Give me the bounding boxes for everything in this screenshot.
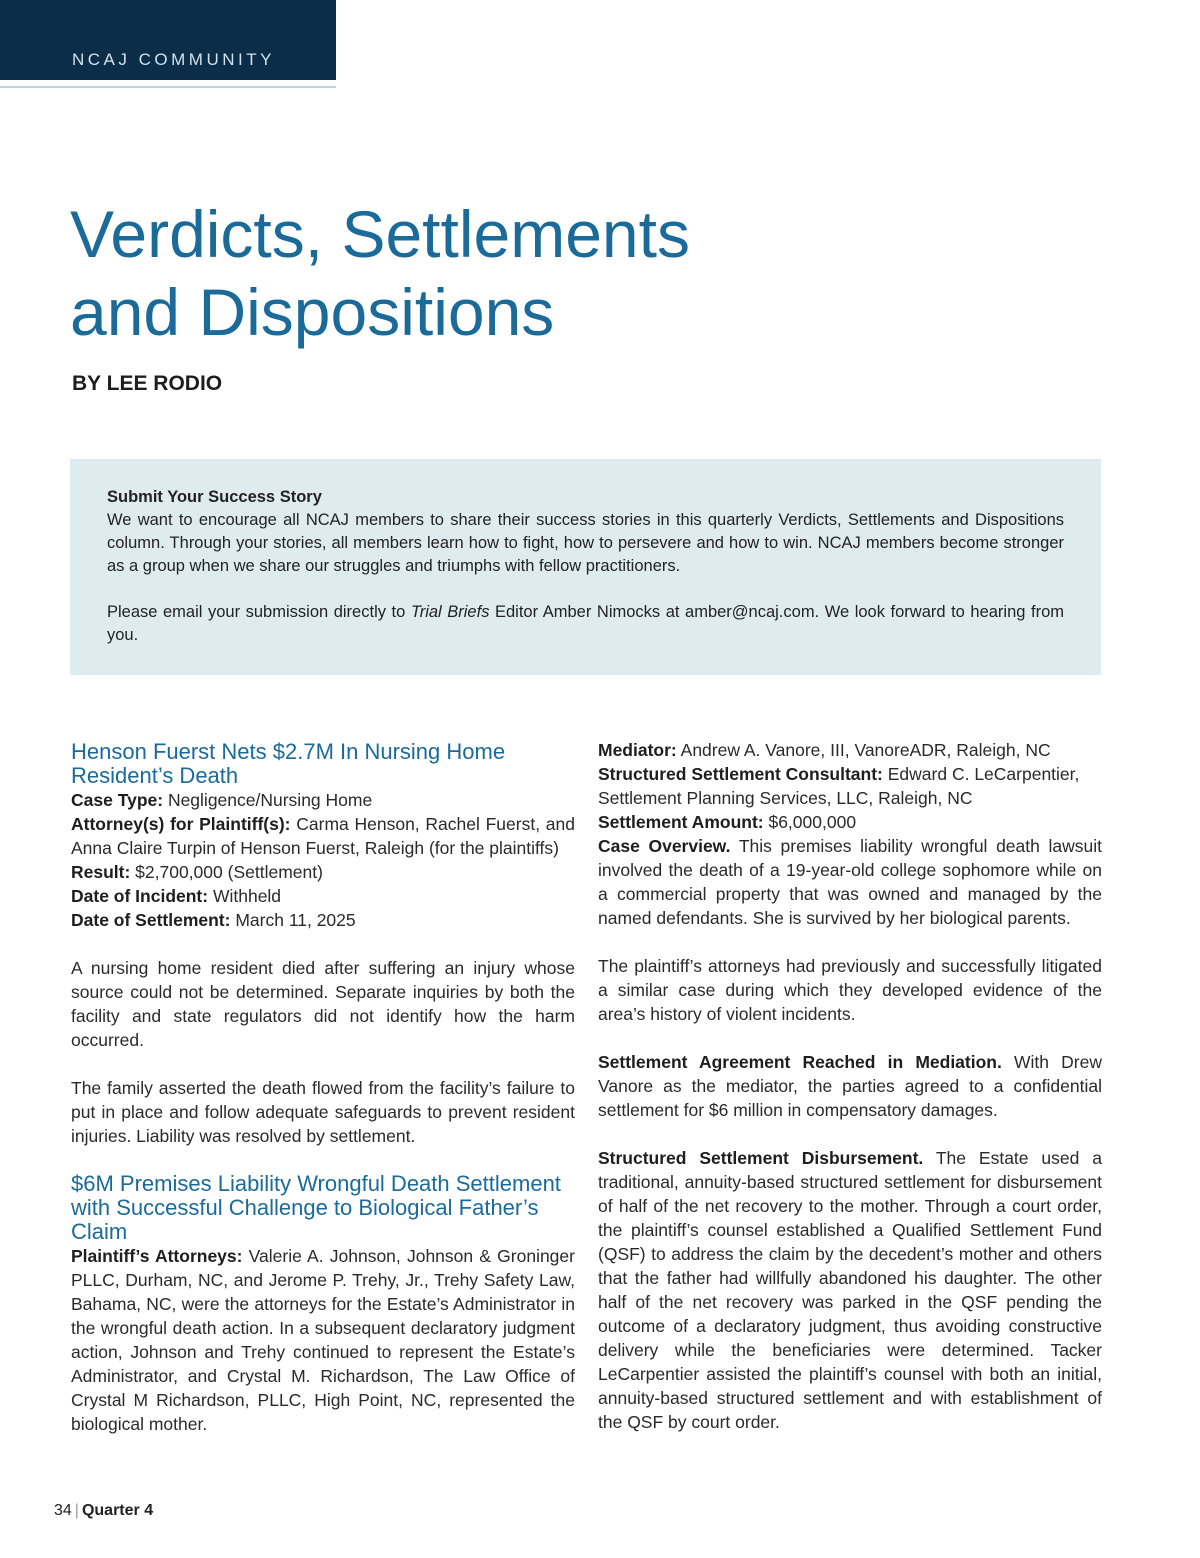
case1-settlement-date: Date of Settlement: March 11, 2025 xyxy=(71,910,356,930)
page-footer xyxy=(54,1502,153,1520)
case1-paragraph-2: The family asserted the death flowed from the facility’s failure to put in place and follow adequate safeguards to prevent resident injuries. Liability was resolved by settlement. xyxy=(71,1078,575,1146)
case1-paragraph-1: A nursing home resident died after suffering an injury whose source could not be determined. Separate inquiries by both the facility and state regulators did not identify how the harm occurred. xyxy=(71,958,575,1050)
callout-email-post: Editor Amber Nimocks at amber@ncaj.com. We look forward to hearing from you. xyxy=(107,603,1065,644)
publication-name: Trial Briefs xyxy=(410,603,490,621)
left-column xyxy=(71,738,575,1436)
case2-history: The plaintiff’s attorneys had previously and successfully litigated a similar case during which they developed evidence of the area’s history of violent incidents. xyxy=(598,956,1102,1024)
tab-divider xyxy=(0,86,336,88)
case2-overview: Case Overview. This premises liability wrongful death lawsuit involved the death of a 19-year-old college sophomore while on a commercial property that was owned and managed by the named defendants. She is survived by her biological parents. xyxy=(598,836,1102,928)
case2-mediation: Settlement Agreement Reached in Mediation. With Drew Vanore as the mediator, the parties agreed to a confidential settlement for $6 million in compensatory damages. xyxy=(598,1052,1102,1120)
case1-heading: Henson Fuerst Nets $2.7M In Nursing Home Resident’s Death xyxy=(71,739,506,788)
case2-mediator: Mediator: Andrew A. Vanore, III, VanoreADR, Raleigh, NC xyxy=(598,740,1051,760)
case2-heading: $6M Premises Liability Wrongful Death Settlement with Successful Challenge to Biological Father’s Claim xyxy=(71,1171,561,1244)
title-line-1: Verdicts, Settlements xyxy=(70,197,690,271)
case2-attorneys: Plaintiff’s Attorneys: Valerie A. Johnson, Johnson & Groninger PLLC, Durham, NC, and Jerome P. Trehy, Jr., Trehy Safety Law, Bahama, NC, were the attorneys for the Estate’s Administrator in the wrongful death action. In a subsequent declaratory judgment action, Johnson and Trehy continued to represent the Estate’s Administrator, and Crystal M. Richardson, The Law Office of Crystal M Richardson, PLLC, High Point, NC, represented the biological mother. xyxy=(71,1246,575,1434)
callout-email-pre: Please email your submission directly to xyxy=(107,603,411,621)
submit-story-callout xyxy=(70,459,1101,675)
callout-body: We want to encourage all NCAJ members to share their success stories in this quarterly Verdicts, Settlements and Dispositions column. Through your stories, all members learn how to fight, how to persevere and how to win. NCAJ members become stronger as a group when we share our struggles and triumphs with fellow practitioners. xyxy=(107,511,1064,575)
callout-title: Submit Your Success Story xyxy=(107,488,322,506)
case1-case-type: Case Type: Negligence/Nursing Home xyxy=(71,790,373,810)
right-column xyxy=(598,738,1102,1434)
case2-disbursement: Structured Settlement Disbursement. The Estate used a traditional, annuity-based structured settlement for disbursement of half of the net recovery to the mother. Through a court order, the plaintiff’s counsel established a Qualified Settlement Fund (QSF) to address the claim by the decedent’s mother and others that the father had willfully abandoned his daughter. The other half of the net recovery was parked in the QSF pending the outcome of a declaratory judgment, thus avoiding constructive delivery while the beneficiaries were determined. Tacker LeCarpentier assisted the plaintiff’s counsel with both an initial, annuity-based structured settlement and with establishment of the QSF by court order. xyxy=(598,1148,1102,1432)
case2-amount: Settlement Amount: $6,000,000 xyxy=(598,812,857,832)
byline: BY LEE RODIO xyxy=(72,372,223,395)
case2-consultant: Structured Settlement Consultant: Edward C. LeCarpentier, Settlement Planning Services, LLC, Raleigh, NC xyxy=(598,764,1080,808)
page-title xyxy=(70,195,970,351)
case1-result: Result: $2,700,000 (Settlement) xyxy=(71,862,323,882)
section-tab xyxy=(0,0,336,80)
callout-email-note xyxy=(107,601,1064,647)
section-label: NCAJ COMMUNITY xyxy=(72,50,275,69)
footer-separator: | xyxy=(74,1502,79,1519)
title-line-2: and Dispositions xyxy=(70,275,555,349)
case1-attorneys: Attorney(s) for Plaintiff(s): Carma Henson, Rachel Fuerst, and Anna Claire Turpin of Henson Fuerst, Raleigh (for the plaintiffs) xyxy=(71,814,575,858)
case1-incident-date: Date of Incident: Withheld xyxy=(71,886,282,906)
issue-label: Quarter 4 xyxy=(81,1502,154,1519)
page-number: 34 xyxy=(54,1502,72,1519)
